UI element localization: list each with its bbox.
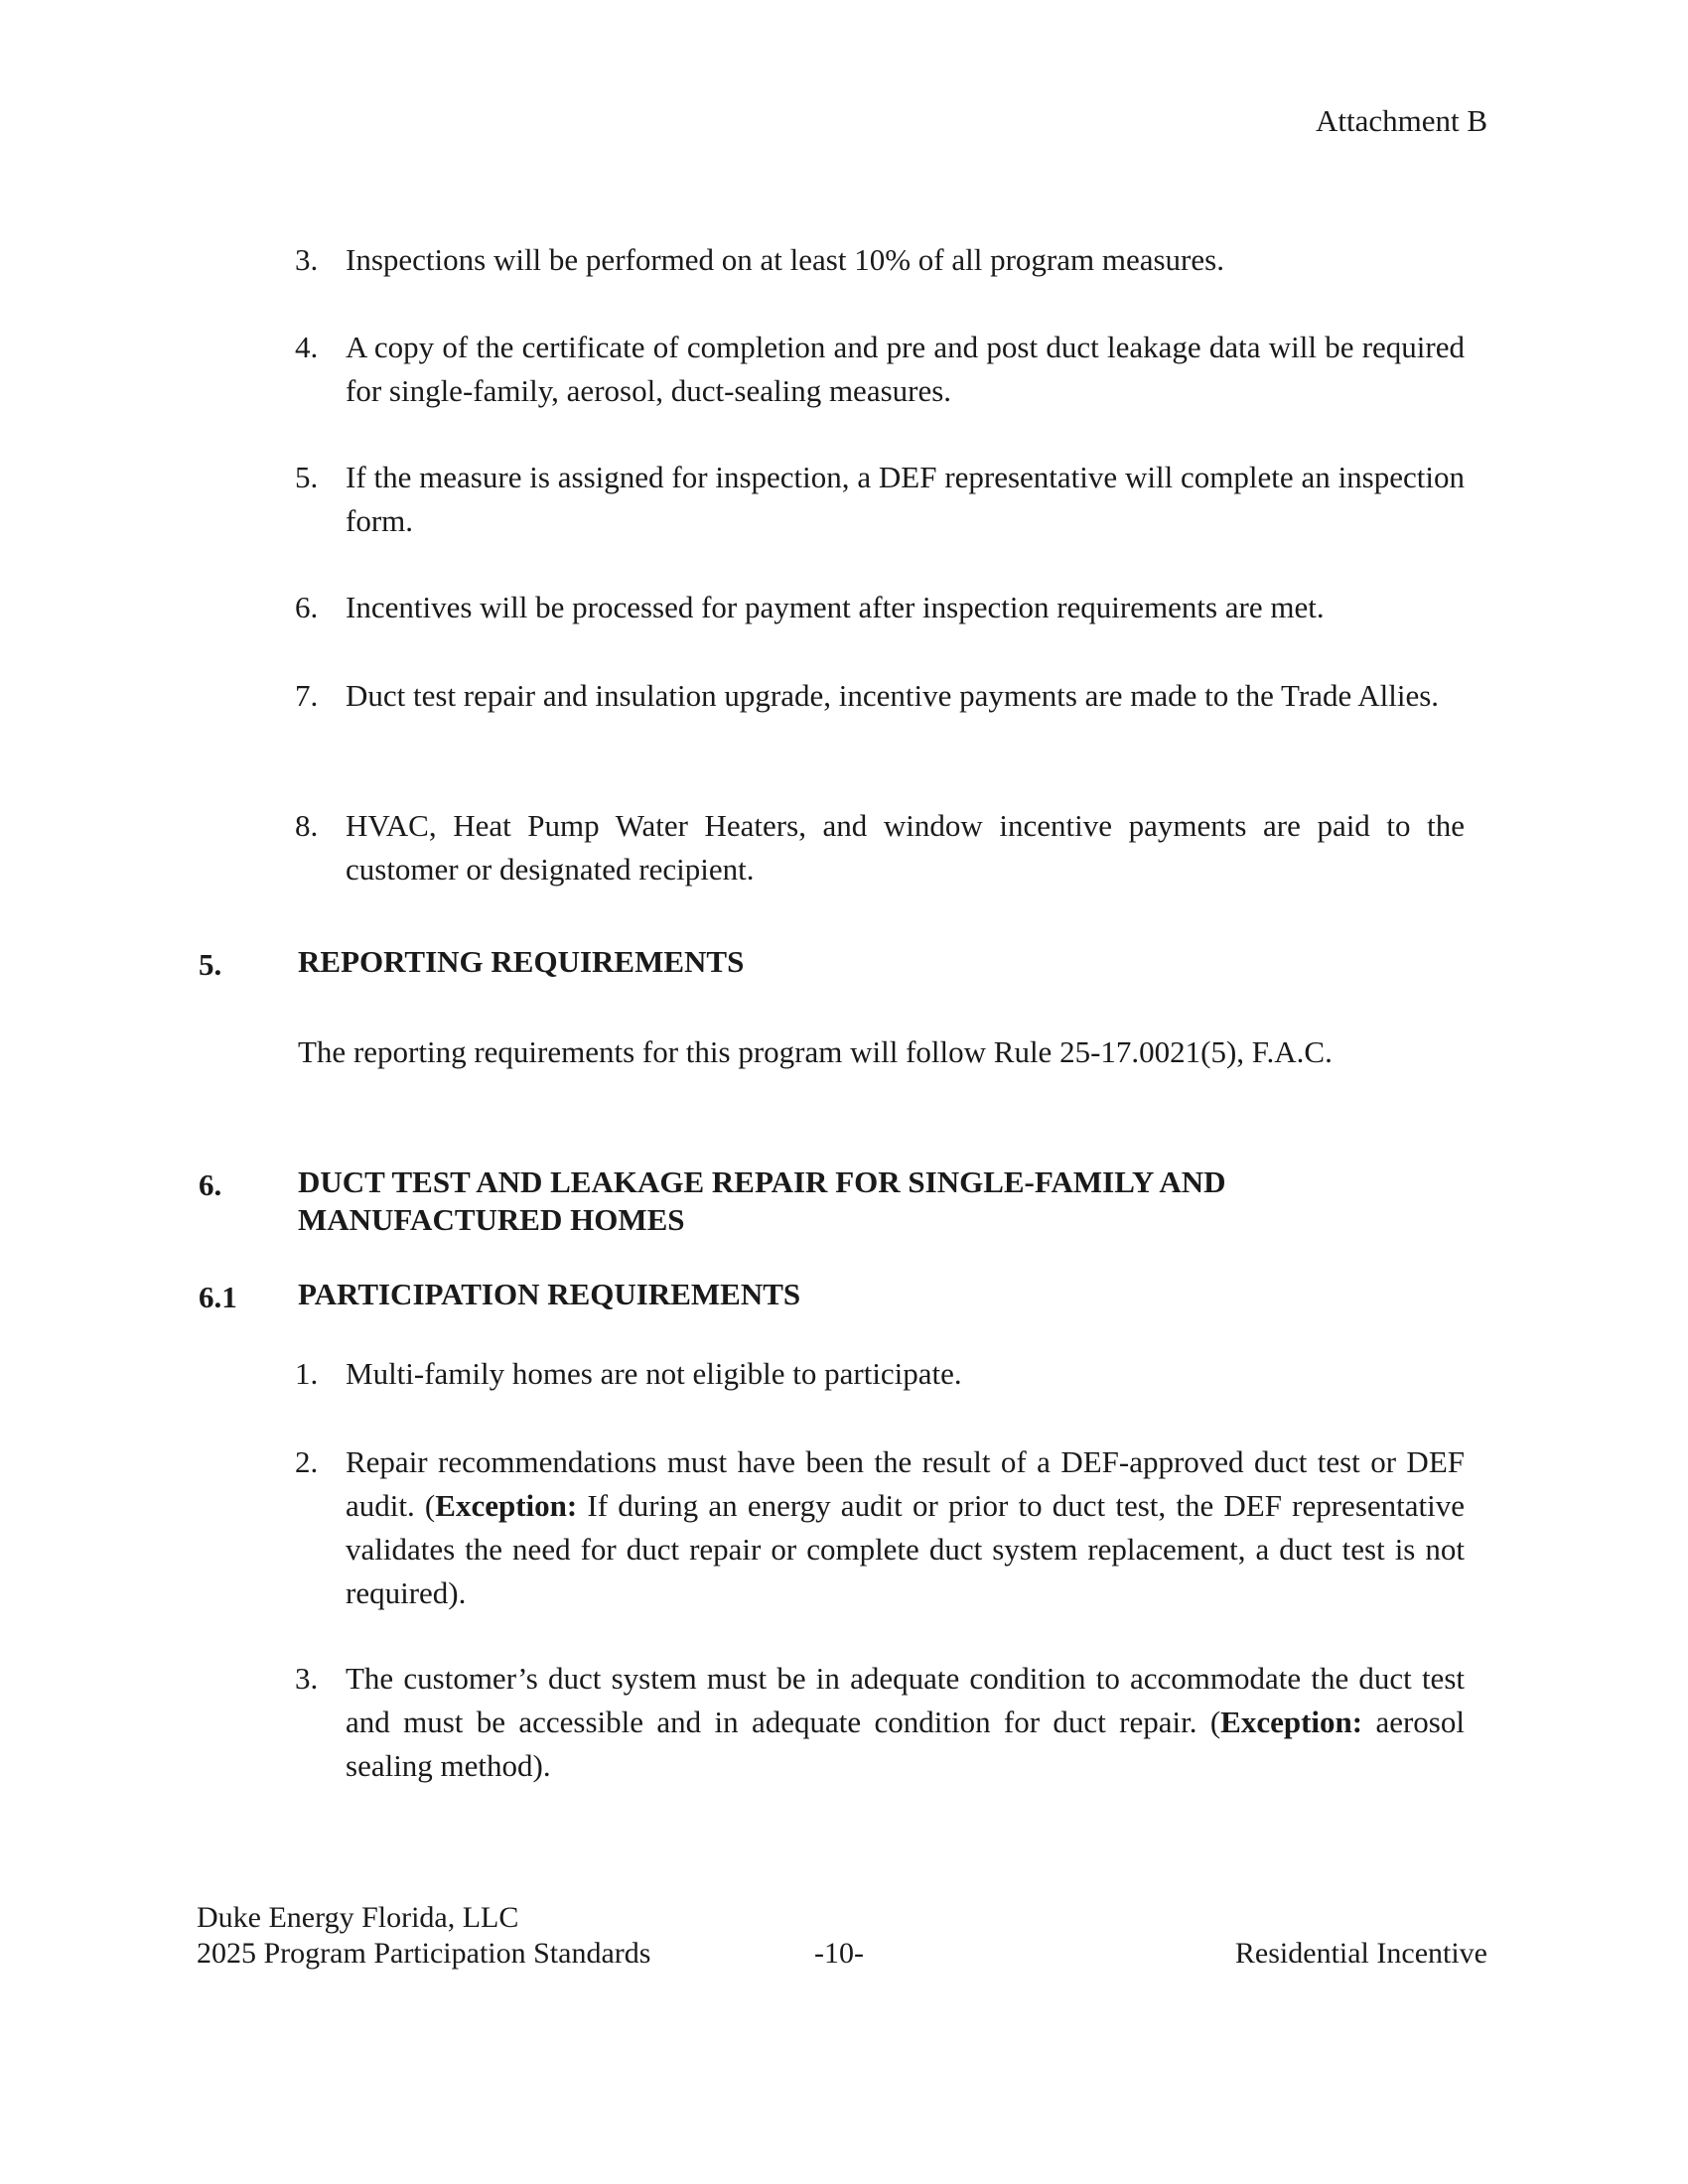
list-text: HVAC, Heat Pump Water Heaters, and window incentive payments are paid to the customer or designated recipient. [346,808,1465,887]
section-title: REPORTING REQUIREMENTS [298,944,745,979]
list-text: Inspections will be performed on at least 10% of all program measures. [346,242,1224,277]
list-text: The customer’s duct system must be in adequate condition to accommodate the duct test and must be accessible and in adequate condition for duct repair. (Exception: aerosol sealing method). [346,1661,1465,1783]
section-number: 5. [199,947,222,982]
list-text: Repair recommendations must have been the result of a DEF-approved duct test or DEF audit. (Exception: If during an energy audit or prior to duct test, the DEF representative validates the need for duct repair or complete duct system replacement, a duct test is not required). [346,1444,1465,1610]
list-number: 7. [295,678,319,713]
list-number: 8. [295,808,319,843]
section-number: 6.1 [199,1280,237,1314]
list-text: Incentives will be processed for payment after inspection requirements are met. [346,590,1325,624]
list-text: If the measure is assigned for inspection, a DEF representative will complete an inspection form. [346,460,1465,538]
footer-page-number: -10- [814,1937,864,1970]
footer-standards: 2025 Program Participation Standards [197,1937,651,1970]
exception-label: Exception: [435,1488,578,1523]
attachment-label: Attachment B [1315,103,1487,138]
list-text: Multi-family homes are not eligible to participate. [346,1356,962,1391]
list-number: 5. [295,460,319,494]
list-number: 6. [295,590,319,624]
section-title: PARTICIPATION REQUIREMENTS [298,1277,801,1311]
list-number: 1. [295,1356,319,1391]
list-number: 3. [295,1661,319,1696]
section-number: 6. [199,1167,222,1202]
list-text: Duct test repair and insulation upgrade, incentive payments are made to the Trade Allies. [346,678,1440,713]
section-title: DUCT TEST AND LEAKAGE REPAIR FOR SINGLE-FAMILY AND MANUFACTURED HOMES [298,1164,1226,1237]
list-number: 2. [295,1444,319,1479]
section-paragraph: The reporting requirements for this program will follow Rule 25-17.0021(5), F.A.C. [298,1034,1333,1069]
footer-company: Duke Energy Florida, LLC [197,1901,519,1934]
exception-label: Exception: [1220,1705,1363,1739]
list-number: 4. [295,330,319,364]
footer-program: Residential Incentive [1234,1937,1487,1970]
list-text: A copy of the certificate of completion and pre and post duct leakage data will be required for single-family, aerosol, duct-sealing measures. [346,330,1465,408]
list-number: 3. [295,242,319,277]
